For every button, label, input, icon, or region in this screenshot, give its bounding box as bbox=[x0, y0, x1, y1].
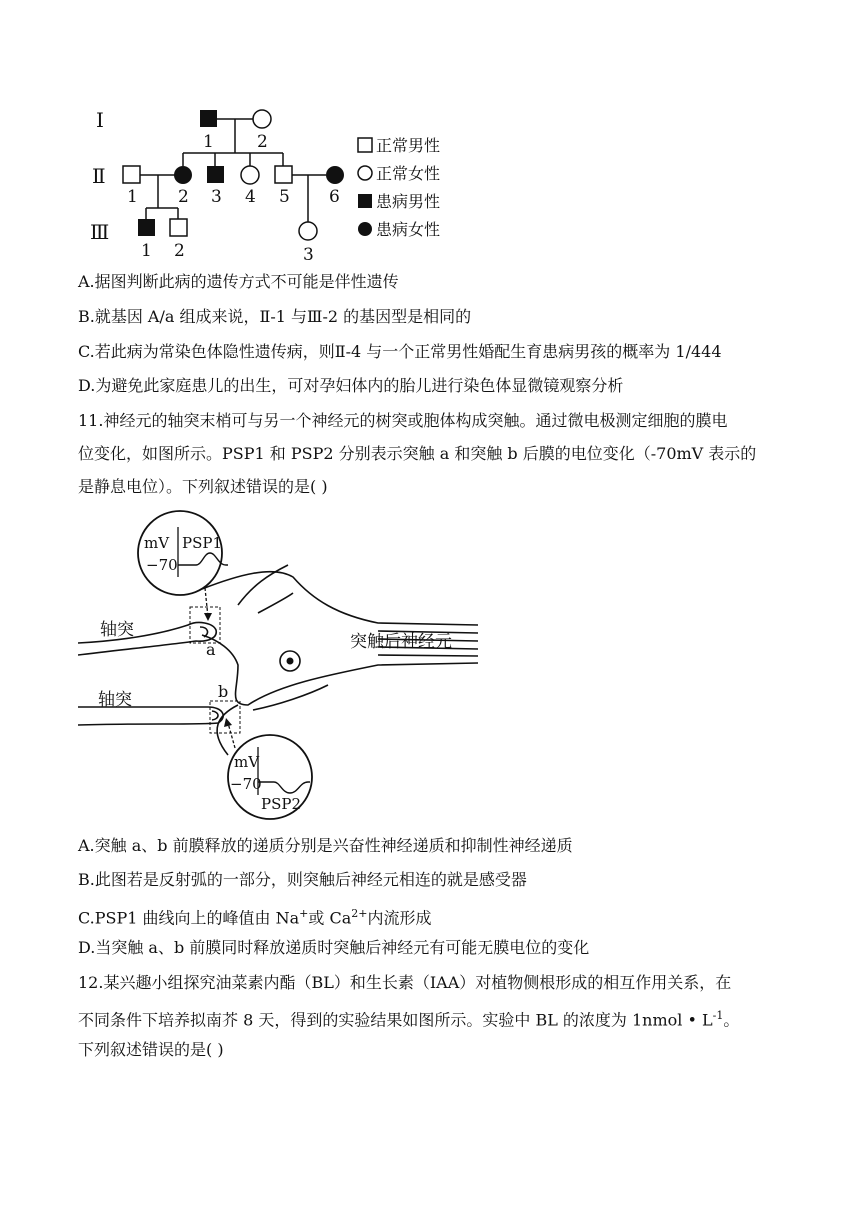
legend-normal-male: 正常男性 bbox=[376, 136, 441, 155]
axon-label-a: 轴突 bbox=[100, 620, 134, 640]
q11-option-c-post: 内流形成 bbox=[367, 908, 432, 928]
q11-option-c-mid: 或 Ca bbox=[308, 908, 352, 928]
legend-affected-male-icon bbox=[358, 194, 372, 208]
q10-option-b: B.就基因 A/a 组成来说，Ⅱ-1 与Ⅲ-2 的基因型是相同的 bbox=[78, 307, 472, 326]
pedigree-II2-affected-female bbox=[174, 166, 192, 184]
label-II2: 2 bbox=[178, 187, 189, 207]
generation-label-3: Ⅲ bbox=[90, 220, 110, 244]
q11-stem-line-1: 11.神经元的轴突末梢可与另一个神经元的树突或胞体构成突触。通过微电极测定细胞的膜电 bbox=[78, 411, 728, 430]
q12-stem-line-2-text: 不同条件下培养拟南芥 8 天，得到的实验结果如图所示。实验中 BL 的浓度为 1nmol • L bbox=[78, 1010, 713, 1030]
q12-stem-line-1: 12.某兴趣小组探究油菜素内酯（BL）和生长素（IAA）对植物侧根形成的相互作用关系，在 bbox=[78, 973, 732, 992]
pedigree-III2-normal-male bbox=[170, 219, 187, 236]
synapse-a-box bbox=[190, 607, 220, 643]
synapse-a-label: a bbox=[206, 640, 216, 659]
generation-label-1: Ⅰ bbox=[96, 108, 104, 132]
q12-stem-line-2-end: 。 bbox=[723, 1010, 740, 1030]
q11-option-c-sup2: 2+ bbox=[351, 907, 368, 920]
postsynaptic-neuron-label: 突触后神经元 bbox=[350, 632, 452, 652]
q10-option-d: D.为避免此家庭患儿的出生，可对孕妇体内的胎儿进行染色体显微镜观察分析 bbox=[78, 376, 624, 395]
label-III3: 3 bbox=[303, 245, 314, 265]
label-I1: 1 bbox=[203, 132, 214, 152]
pedigree-III3-normal-female bbox=[299, 222, 317, 240]
q11-option-b: B.此图若是反射弧的一部分，则突触后神经元相连的就是感受器 bbox=[78, 870, 527, 889]
legend-normal-male-icon bbox=[358, 138, 372, 152]
label-II1: 1 bbox=[127, 187, 138, 207]
psp2-minus70-label: −70 bbox=[230, 775, 262, 793]
electrode-arrow-b bbox=[224, 718, 232, 727]
legend-affected-male: 患病男性 bbox=[376, 192, 441, 211]
label-II4: 4 bbox=[245, 187, 256, 207]
q11-option-c bbox=[78, 904, 431, 928]
psp2-label: PSP2 bbox=[261, 795, 302, 813]
label-II5: 5 bbox=[279, 187, 290, 207]
nucleolus bbox=[287, 658, 294, 665]
generation-label-2: Ⅱ bbox=[92, 164, 106, 188]
electrode-arrow-a bbox=[204, 613, 212, 621]
axon-a bbox=[78, 623, 216, 655]
psp1-mv-label: mV bbox=[144, 534, 170, 552]
q11-option-d: D.当突触 a、b 前膜同时释放递质时突触后神经元有可能无膜电位的变化 bbox=[78, 938, 590, 957]
label-II6: 6 bbox=[329, 187, 340, 207]
pedigree-I1-affected-male bbox=[200, 110, 217, 127]
axon-label-b: 轴突 bbox=[98, 690, 132, 710]
synapse-b-label: b bbox=[218, 682, 229, 701]
q11-option-c-pre: C.PSP1 曲线向上的峰值由 Na bbox=[78, 908, 300, 928]
pedigree-II1-normal-male bbox=[123, 166, 140, 183]
pedigree-III1-affected-male bbox=[138, 219, 155, 236]
pedigree-I2-normal-female bbox=[253, 110, 271, 128]
legend-affected-female: 患病女性 bbox=[376, 220, 441, 239]
psp1-label: PSP1 bbox=[182, 534, 223, 552]
legend-normal-female-icon bbox=[358, 166, 372, 180]
pedigree-II3-affected-male bbox=[207, 166, 224, 183]
q10-option-c: C.若此病为常染色体隐性遗传病，则Ⅱ-4 与一个正常男性婚配生育患病男孩的概率为 1/444 bbox=[78, 342, 722, 361]
label-III2: 2 bbox=[174, 241, 185, 261]
q11-stem-line-2: 位变化，如图所示。PSP1 和 PSP2 分别表示突触 a 和突触 b 后膜的电位变化（-70mV 表示的 bbox=[78, 444, 757, 463]
label-II3: 3 bbox=[211, 187, 222, 207]
legend-affected-female-icon bbox=[358, 222, 372, 236]
pedigree-II4-normal-female bbox=[241, 166, 259, 184]
q11-stem-line-3: 是静息电位）。下列叙述错误的是( ) bbox=[78, 477, 328, 496]
synapse-figure bbox=[78, 505, 478, 825]
legend-normal-female: 正常女性 bbox=[376, 164, 441, 183]
psp2-mv-label: mV bbox=[234, 753, 260, 771]
pedigree-II6-affected-female bbox=[326, 166, 344, 184]
q11-option-a: A.突触 a、b 前膜释放的递质分别是兴奋性神经递质和抑制性神经递质 bbox=[78, 836, 573, 855]
label-III1: 1 bbox=[141, 241, 152, 261]
q10-option-a: A.据图判断此病的遗传方式不可能是伴性遗传 bbox=[78, 272, 399, 291]
pedigree-figure bbox=[78, 96, 478, 266]
q11-option-c-sup1: + bbox=[299, 907, 309, 920]
q12-stem-line-2 bbox=[78, 1006, 739, 1030]
pedigree-II5-normal-male bbox=[275, 166, 292, 183]
q12-stem-line-3: 下列叙述错误的是( ) bbox=[78, 1040, 224, 1059]
label-I2: 2 bbox=[257, 132, 268, 152]
q12-stem-unit-exponent: -1 bbox=[712, 1009, 724, 1022]
psp1-minus70-label: −70 bbox=[146, 556, 178, 574]
